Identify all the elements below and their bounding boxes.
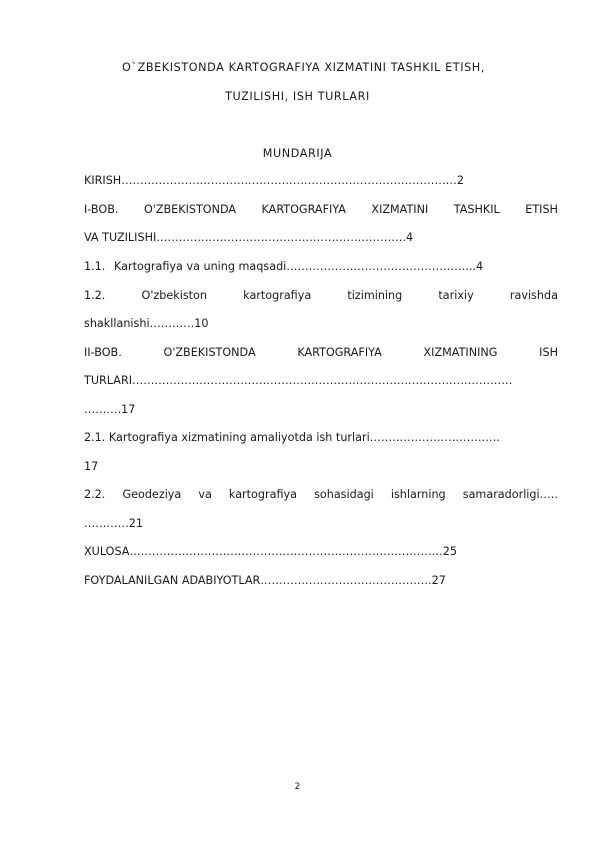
toc-word: kartografiya	[228, 488, 297, 501]
toc-section-2-1-line-2: 17	[84, 460, 99, 473]
toc-word: kartografiya	[243, 289, 312, 302]
toc-word: va	[198, 488, 212, 501]
toc-word: sohasidagi	[314, 488, 374, 501]
toc-word: XIZMATINI	[371, 203, 429, 216]
toc-word: ishlarning	[390, 488, 446, 501]
toc-word: tizimining	[347, 289, 403, 302]
toc-intro: KIRISH………………………………………………………………………………2	[84, 174, 464, 187]
toc-word: 2.2.	[84, 488, 106, 501]
toc-section-1-2-line-2: shakllanishi…………10	[84, 317, 209, 330]
toc-chapter-2-line-2: TURLARI…………………………………………………………………………………………	[84, 374, 513, 387]
toc-word: II-BOB.	[84, 346, 122, 359]
page-number: 2	[294, 782, 301, 792]
toc-word: ETISH	[525, 203, 558, 216]
toc-chapter-2-line-3: ……….17	[84, 403, 136, 416]
title-line-1: O`ZBEKISTONDA KARTOGRAFIYA XIZMATINI TASHKIL ETISH,	[122, 61, 485, 74]
title-line-2: TUZILISHI, ISH TURLARI	[225, 90, 370, 103]
toc-word: 1.2.	[84, 289, 106, 302]
toc-word: ISH	[539, 346, 558, 359]
toc-chapter-1-line-1	[84, 203, 558, 216]
toc-word: tarixiy	[438, 289, 474, 302]
toc-word: ravishda	[509, 289, 558, 302]
toc-conclusion: XULOSA…………………………………………………………………………25	[84, 545, 457, 558]
toc-section-1-2-line-1	[84, 289, 558, 302]
toc-chapter-2-line-1	[84, 346, 558, 359]
toc-section-2-2-line-1	[84, 488, 558, 501]
toc-word: samaradorligi…..	[462, 488, 558, 501]
toc-section-2-1-line-1: 2.1. Kartografiya xizmatining amaliyotda ish turlari……………………………..	[84, 431, 500, 444]
toc-word: XIZMATINING	[423, 346, 498, 359]
toc-heading: MUNDARIJA	[262, 147, 333, 160]
toc-word: I-BOB.	[84, 203, 119, 216]
toc-word: O'ZBEKISTONDA	[143, 203, 237, 216]
toc-word: KARTOGRAFIYA	[297, 346, 382, 359]
toc-word: KARTOGRAFIYA	[261, 203, 346, 216]
toc-references: FOYDALANILGAN ADABIYOTLAR……………………………………….27	[84, 574, 446, 587]
toc-chapter-1-line-2: VA TUZILISHI………………………………………………………….4	[84, 231, 414, 244]
toc-word: O'zbekiston	[141, 289, 207, 302]
toc-section-2-2-line-2: …………21	[84, 517, 143, 530]
toc-word: O'ZBEKISTONDA	[163, 346, 256, 359]
toc-section-1-1: Kartografiya va uning maqsadi…………………………………………...4	[114, 260, 484, 273]
toc-word: TASHKIL	[453, 203, 500, 216]
toc-word: Geodeziya	[122, 488, 182, 501]
toc-section-1-1-number: 1.1.	[84, 260, 106, 273]
